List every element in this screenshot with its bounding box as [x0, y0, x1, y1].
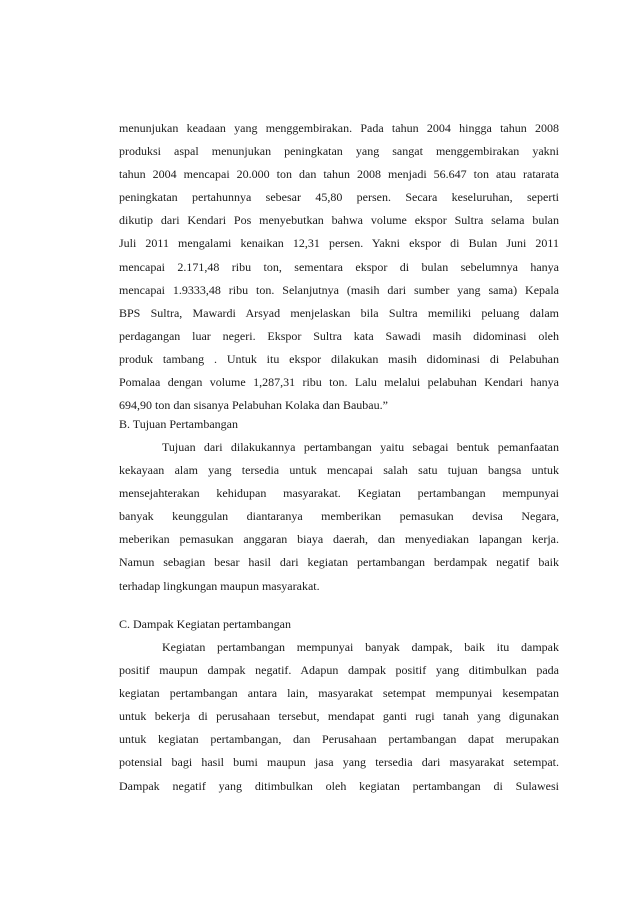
text-line: positif maupun dampak negatif. Adapun dampak positif yang ditimbulkan pada — [119, 663, 559, 678]
section-heading: B. Tujuan Pertambangan — [119, 417, 238, 431]
text-line: kegiatan pertambangan antara lain, masyarakat setempat mempunyai kesempatan — [119, 686, 559, 701]
text-line: terhadap lingkungan maupun masyarakat. — [119, 578, 320, 593]
text-line: Juli 2011 mengalami kenaikan 12,31 persen. Yakni ekspor di Bulan Juni 2011 — [119, 236, 559, 251]
text-line: Dampak negatif yang ditimbulkan oleh kegiatan pertambangan di Sulawesi — [119, 778, 559, 793]
text-line: Tujuan dari dilakukannya pertambangan yaitu sebagai bentuk pemanfaatan — [162, 440, 559, 454]
text-line: BPS Sultra, Mawardi Arsyad menjelaskan bila Sultra memiliki peluang dalam — [119, 305, 559, 320]
text-line: untuk bekerja di perusahaan tersebut, mendapat ganti rugi tanah yang digunakan — [119, 709, 559, 724]
text-line: potensial bagi hasil bumi maupun jasa yang tersedia dari masyarakat setempat. — [119, 755, 559, 770]
text-line: dikutip dari Kendari Pos menyebutkan bahwa volume ekspor Sultra selama bulan — [119, 213, 559, 228]
text-line: menunjukan keadaan yang menggembirakan. Pada tahun 2004 hingga tahun 2008 — [119, 121, 559, 135]
text-line: produk tambang . Untuk itu ekspor dilakukan masih didominasi di Pelabuhan — [119, 351, 559, 366]
paragraph-continued — [119, 117, 559, 417]
text-line: Pomalaa dengan volume 1,287,31 ribu ton. Lalu melalui pelabuhan Kendari hanya — [119, 375, 559, 390]
text-line: Kegiatan pertambangan mempunyai banyak dampak, baik itu dampak — [162, 640, 559, 654]
text-line: produksi aspal menunjukan peningkatan yang sangat menggembirakan yakni — [119, 144, 559, 159]
text-line: perdagangan luar negeri. Ekspor Sultra kata Sawadi masih didominasi oleh — [119, 328, 559, 343]
text-line: kekayaan alam yang tersedia untuk mencapai salah satu tujuan bangsa untuk — [119, 463, 559, 478]
section-dampak-kegiatan — [119, 613, 559, 798]
text-line: meberikan pemasukan anggaran biaya daerah, dan menyediakan lapangan kerja. — [119, 532, 559, 547]
section-heading: C. Dampak Kegiatan pertambangan — [119, 617, 291, 631]
text-line: untuk kegiatan pertambangan, dan Perusahaan pertambangan dapat merupakan — [119, 732, 559, 747]
text-line: mencapai 2.171,48 ribu ton, sementara ekspor di bulan sebelumnya hanya — [119, 259, 559, 274]
text-line: tahun 2004 mencapai 20.000 ton dan tahun 2008 menjadi 56.647 ton atau ratarata — [119, 167, 559, 182]
text-line: banyak keunggulan diantaranya memberikan pemasukan devisa Negara, — [119, 509, 559, 524]
text-line: mensejahterakan kehidupan masyarakat. Kegiatan pertambangan mempunyai — [119, 486, 559, 501]
text-line: Namun sebagian besar hasil dari kegiatan pertambangan berdampak negatif baik — [119, 555, 559, 570]
text-line: 694,90 ton dan sisanya Pelabuhan Kolaka dan Baubau.” — [119, 398, 388, 413]
text-line: mencapai 1.9333,48 ribu ton. Selanjutnya (masih dari sumber yang sama) Kepala — [119, 282, 559, 297]
text-line: peningkatan pertahunnya sebesar 45,80 persen. Secara keseluruhan, seperti — [119, 190, 559, 205]
section-tujuan-pertambangan — [119, 413, 559, 598]
